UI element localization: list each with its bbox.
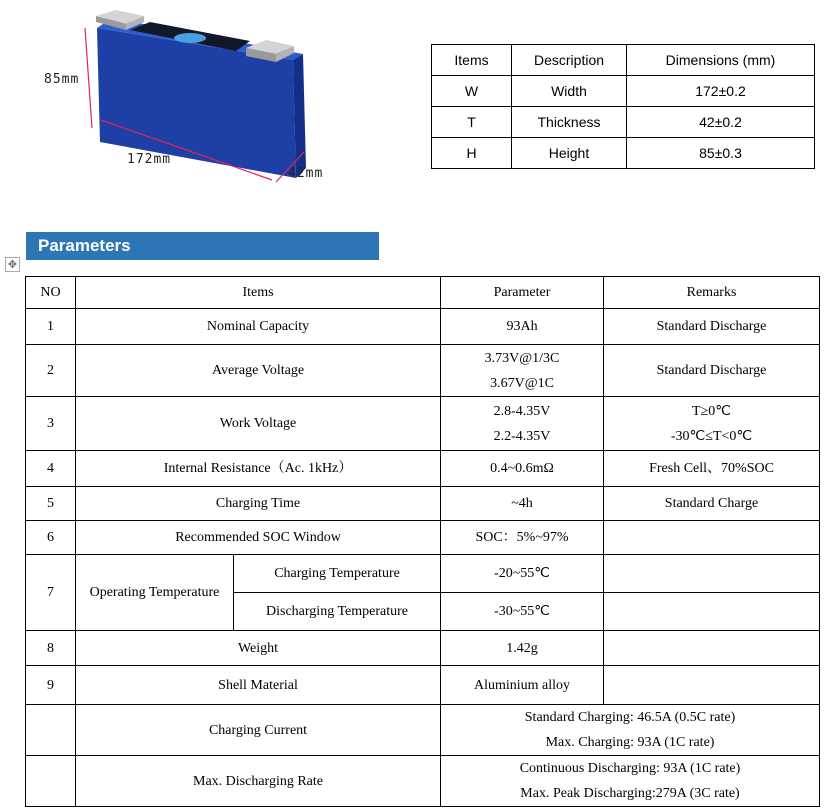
remarks-value — [604, 631, 820, 666]
height-label: 85mm — [44, 72, 80, 87]
row-number: 9 — [26, 666, 76, 705]
dimensions-header-row — [432, 45, 815, 76]
remarks-line: -30℃≤T<0℃ — [670, 428, 753, 444]
header-cell: Items — [432, 45, 512, 76]
item-name: Shell Material — [76, 666, 441, 705]
parameter-value: ~4h — [441, 487, 604, 521]
parameter-value: -20~55℃ — [441, 555, 604, 593]
remarks-value: Standard Discharge — [604, 345, 820, 397]
parameter-line: 2.2-4.35V — [493, 428, 551, 444]
value-cell: 42±0.2 — [627, 107, 815, 138]
row-number: 7 — [26, 555, 76, 631]
table-row — [26, 451, 820, 487]
header-cell: Dimensions (mm) — [627, 45, 815, 76]
row-number — [26, 756, 76, 807]
parameter-line: 3.73V@1/3C — [484, 350, 560, 366]
header-parameter: Parameter — [441, 277, 604, 309]
table-row — [26, 521, 820, 555]
details-value — [441, 756, 820, 807]
remarks-value: Standard Discharge — [604, 309, 820, 345]
battery-figure — [0, 0, 400, 200]
value-cell: 85±0.3 — [627, 138, 815, 169]
item-cell: H — [432, 138, 512, 169]
item-name: Operating Temperature — [76, 555, 234, 631]
header-cell: Description — [512, 45, 627, 76]
item-name: Average Voltage — [76, 345, 441, 397]
row-number: 5 — [26, 487, 76, 521]
table-row — [26, 756, 820, 807]
row-number: 1 — [26, 309, 76, 345]
table-row — [26, 555, 820, 593]
item-cell: T — [432, 107, 512, 138]
height-dimension-line — [85, 28, 92, 128]
parameter-value: SOC：5%~97% — [441, 521, 604, 555]
table-row — [26, 631, 820, 666]
item-cell: W — [432, 76, 512, 107]
parameter-value — [441, 345, 604, 397]
parameter-line: 3.67V@1C — [490, 375, 554, 391]
item-name: Internal Resistance（Ac. 1kHz） — [76, 451, 441, 487]
remarks-value: Fresh Cell、70%SOC — [604, 451, 820, 487]
details-line: Max. Peak Discharging:279A (3C rate) — [520, 786, 740, 801]
remarks-value: Standard Charge — [604, 487, 820, 521]
parameter-value: Aluminium alloy — [441, 666, 604, 705]
vent-label — [174, 33, 206, 43]
item-name: Recommended SOC Window — [76, 521, 441, 555]
width-label: 172mm — [127, 152, 172, 167]
table-row — [26, 397, 820, 451]
item-name: Charging Time — [76, 487, 441, 521]
params-header-row — [26, 277, 820, 309]
item-name: Weight — [76, 631, 441, 666]
header-remarks: Remarks — [604, 277, 820, 309]
remarks-value — [604, 593, 820, 631]
table-row — [26, 487, 820, 521]
value-cell: 172±0.2 — [627, 76, 815, 107]
remarks-value — [604, 666, 820, 705]
item-name: Nominal Capacity — [76, 309, 441, 345]
parameter-value: 1.42g — [441, 631, 604, 666]
table-row — [432, 107, 815, 138]
details-line: Continuous Discharging: 93A (1C rate) — [519, 761, 741, 776]
remarks-value — [604, 397, 820, 451]
item-name: Max. Discharging Rate — [76, 756, 441, 807]
item-name: Work Voltage — [76, 397, 441, 451]
table-row — [26, 309, 820, 345]
header-no: NO — [26, 277, 76, 309]
remarks-line: T≥0℃ — [692, 403, 731, 419]
parameters-table — [25, 276, 820, 807]
row-number: 2 — [26, 345, 76, 397]
table-row — [432, 138, 815, 169]
parameter-value — [441, 397, 604, 451]
row-number: 4 — [26, 451, 76, 487]
remarks-value — [604, 521, 820, 555]
sub-item-name: Discharging Temperature — [234, 593, 441, 631]
remarks-value — [604, 555, 820, 593]
description-cell: Thickness — [512, 107, 627, 138]
row-number: 3 — [26, 397, 76, 451]
parameter-value: 0.4~0.6mΩ — [441, 451, 604, 487]
description-cell: Width — [512, 76, 627, 107]
table-move-handle-icon[interactable]: ✥ — [5, 257, 20, 272]
table-row — [26, 705, 820, 756]
item-name: Charging Current — [76, 705, 441, 756]
dimensions-table — [431, 44, 815, 169]
table-row — [432, 76, 815, 107]
table-row — [26, 345, 820, 397]
table-row — [26, 666, 820, 705]
parameter-value: -30~55℃ — [441, 593, 604, 631]
parameter-value: 93Ah — [441, 309, 604, 345]
header-items: Items — [76, 277, 441, 309]
row-number — [26, 705, 76, 756]
description-cell: Height — [512, 138, 627, 169]
details-line: Standard Charging: 46.5A (0.5C rate) — [524, 710, 736, 725]
thickness-label: 42mm — [288, 166, 324, 181]
row-number: 6 — [26, 521, 76, 555]
parameters-section-title: Parameters — [26, 232, 379, 260]
details-line: Max. Charging: 93A (1C rate) — [545, 735, 715, 750]
details-value — [441, 705, 820, 756]
sub-item-name: Charging Temperature — [234, 555, 441, 593]
row-number: 8 — [26, 631, 76, 666]
parameter-line: 2.8-4.35V — [493, 403, 551, 419]
battery-illustration — [0, 0, 400, 200]
